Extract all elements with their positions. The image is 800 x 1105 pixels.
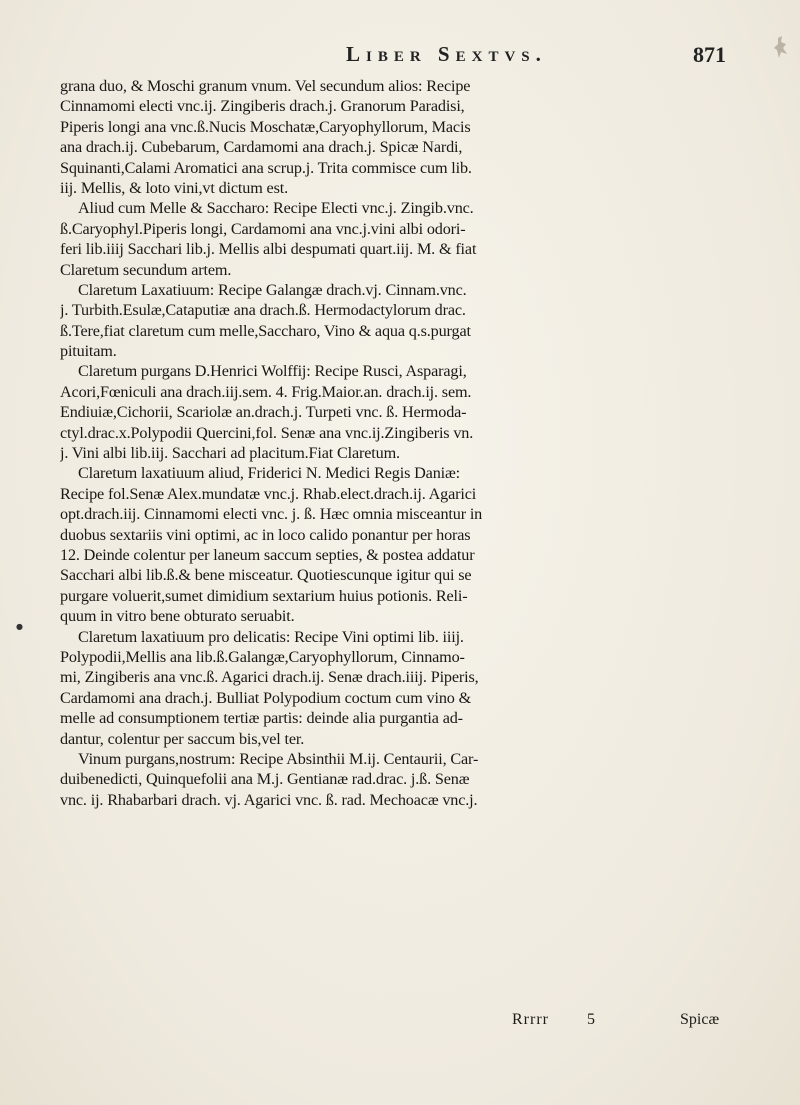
text-line: Acori,Fœniculi ana drach.iij.sem. 4. Frig.Maior.an. drach.ij. sem. <box>60 382 472 401</box>
text-line: Piperis longi ana vnc.ß.Nucis Moschatæ,Caryophyllorum, Macis <box>60 117 471 136</box>
text-line: quum in vitro bene obturato seruabit. <box>60 607 295 626</box>
page-header <box>0 28 800 72</box>
running-head: Liber Sextvs. <box>346 42 547 66</box>
text-line: j. Turbith.Esulæ,Cataputiæ ana drach.ß. Hermodactylorum drac. <box>60 301 466 320</box>
margin-dot-icon: ● <box>16 622 23 631</box>
text-line: Claretum laxatiuum pro delicatis: Recipe Vini optimi lib. iiij. <box>78 627 464 646</box>
catchword: Spicæ <box>680 1011 720 1028</box>
text-line: ß.Caryophyl.Piperis longi, Cardamomi ana vnc.j.vini albi odori- <box>60 219 466 238</box>
text-line: melle ad consumptionem tertiæ partis: deinde alia purgantia ad- <box>60 709 463 728</box>
body-text <box>60 76 710 810</box>
text-line: Endiuiæ,Cichorii, Scariolæ an.drach.j. Turpeti vnc. ß. Hermoda- <box>60 403 467 422</box>
text-line: opt.drach.iij. Cinnamomi electi vnc. j. ß. Hæc omnia misceantur in <box>60 505 483 524</box>
text-line: j. Vini albi lib.iij. Sacchari ad placitum.Fiat Claretum. <box>60 444 400 463</box>
text-line: 12. Deinde colentur per laneum saccum septies, & postea addatur <box>60 545 475 564</box>
text-line: Claretum laxatiuum aliud, Friderici N. Medici Regis Daniæ: <box>78 464 460 483</box>
text-line: vnc. ij. Rhabarbari drach. vj. Agarici vnc. ß. rad. Mechoacæ vnc.j. <box>60 790 478 809</box>
ink-blot-icon <box>772 34 794 62</box>
signature-number: 5 <box>587 1011 595 1028</box>
text-line: Cardamomi ana drach.j. Bulliat Polypodium coctum cum vino & <box>60 688 472 707</box>
page-footer <box>60 1011 720 1033</box>
text-line: Squinanti,Calami Aromatici ana scrup.j. Trita commisce cum lib. <box>60 158 472 177</box>
text-line: Recipe fol.Senæ Alex.mundatæ vnc.j. Rhab.elect.drach.ij. Agarici <box>60 484 477 503</box>
text-line: Vinum purgans,nostrum: Recipe Absinthii M.ij. Centaurii, Car- <box>78 749 479 768</box>
text-line: purgare voluerit,sumet dimidium sextarium huius potionis. Reli- <box>60 586 468 605</box>
text-line: Claretum Laxatiuum: Recipe Galangæ drach.vj. Cinnam.vnc. <box>78 280 467 299</box>
text-line: duobus sextariis vini optimi, ac in loco calido ponantur per horas <box>60 525 471 544</box>
text-line: ana drach.ij. Cubebarum, Cardamomi ana drach.j. Spicæ Nardi, <box>60 138 463 157</box>
text-line: grana duo, & Moschi granum vnum. Vel secundum alios: Recipe <box>60 77 471 95</box>
text-line: Claretum secundum artem. <box>60 260 232 279</box>
text-line: feri lib.iiij Sacchari lib.j. Mellis albi despumati quart.iij. M. & fiat <box>60 240 477 259</box>
text-line: pituitam. <box>60 342 117 361</box>
text-line: mi, Zingiberis ana vnc.ß. Agarici drach.ij. Senæ drach.iiij. Piperis, <box>60 668 479 687</box>
text-line: ctyl.drac.x.Polypodii Quercini,fol. Senæ ana vnc.ij.Zingiberis vn. <box>60 423 474 442</box>
text-line: dantur, colentur per saccum bis,vel ter. <box>60 729 305 748</box>
text-line: duibenedicti, Quinquefolii ana M.j. Gentianæ rad.drac. j.ß. Senæ <box>60 770 470 789</box>
signature-mark: Rrrrr <box>512 1011 549 1028</box>
text-line: Claretum purgans D.Henrici Wolffij: Recipe Rusci, Asparagi, <box>78 362 467 381</box>
text-line: Aliud cum Melle & Saccharo: Recipe Electi vnc.j. Zingib.vnc. <box>78 199 474 218</box>
text-line: Sacchari albi lib.ß.& bene misceatur. Quotiescunque igitur qui se <box>60 566 472 585</box>
text-line: Cinnamomi electi vnc.ij. Zingiberis drach.j. Granorum Paradisi, <box>60 97 465 116</box>
text-line: ß.Tere,fiat claretum cum melle,Saccharo, Vino & aqua q.s.purgat <box>60 321 471 340</box>
text-line: iij. Mellis, & loto vini,vt dictum est. <box>60 178 288 197</box>
text-line: Polypodii,Mellis ana lib.ß.Galangæ,Caryophyllorum, Cinnamo- <box>60 647 465 666</box>
page-number: 871 <box>693 42 726 67</box>
